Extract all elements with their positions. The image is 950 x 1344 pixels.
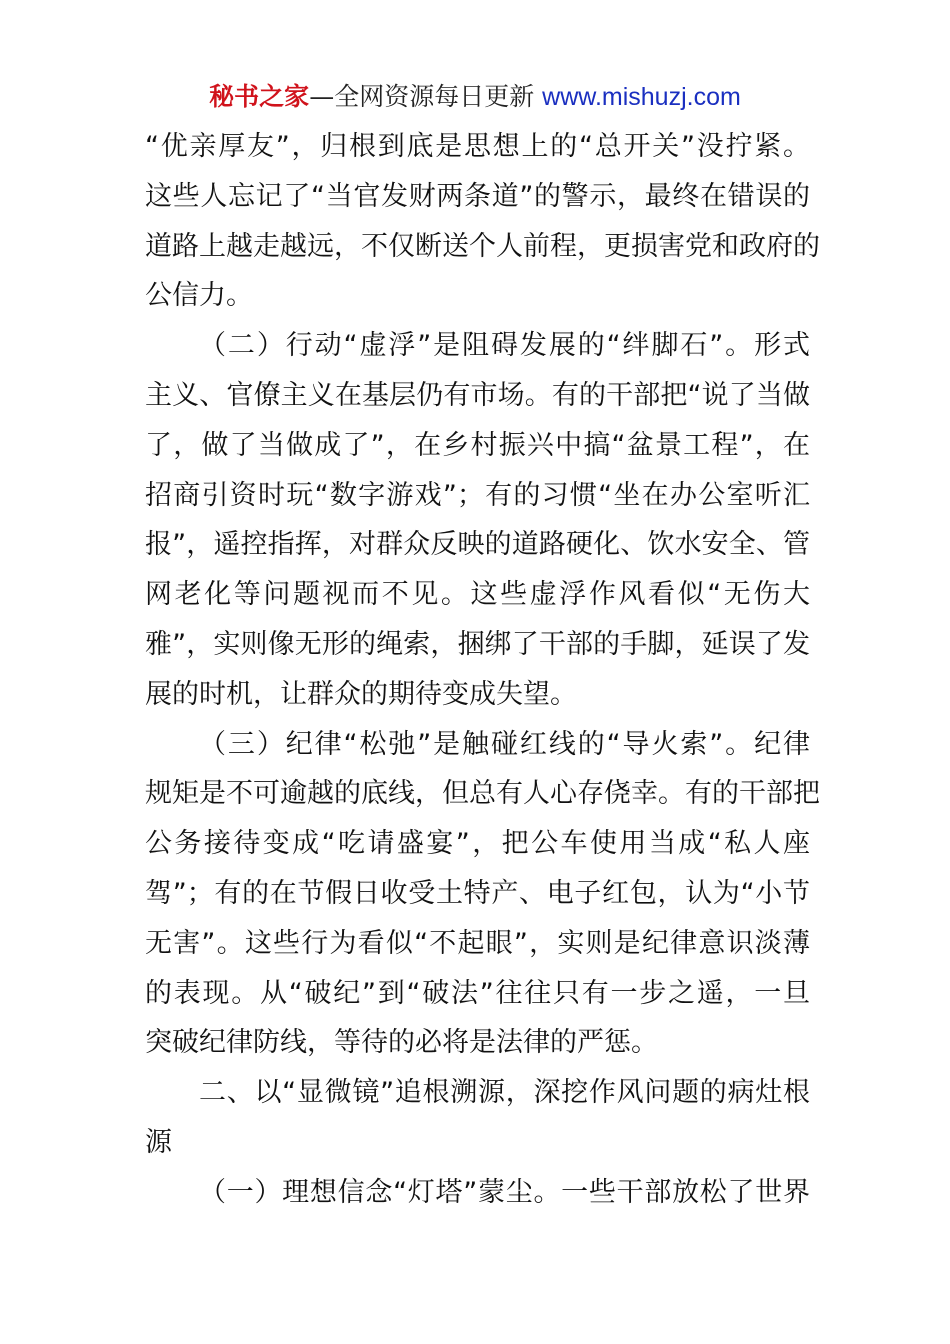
text-line: 无害”。这些行为看似“不起眼”，实则是纪律意识淡薄	[145, 927, 810, 959]
paragraph-start-line: （三）纪律“松弛”是触碰红线的“导火索”。纪律	[199, 728, 810, 760]
site-brand: 秘书之家	[209, 82, 310, 111]
text-line: 雅”，实则像无形的绳索，捆绑了干部的手脚，延误了发	[145, 628, 810, 660]
paragraph-start-line: （二）行动“虚浮”是阻碍发展的“绊脚石”。形式	[199, 330, 810, 362]
text-line: 驾”；有的在节假日收受土特产、电子红包，认为“小节	[145, 877, 810, 909]
text-line: 这些人忘记了“当官发财两条道”的警示，最终在错误的	[145, 180, 810, 212]
text-line: 道路上越走越远，不仅断送个人前程，更损害党和政府的	[145, 230, 820, 262]
document-body	[145, 122, 820, 1218]
text-line: 展的时机，让群众的期待变成失望。	[145, 678, 577, 710]
paragraph-start-line: （一）理想信念“灯塔”蒙尘。一些干部放松了世界	[199, 1176, 810, 1208]
section-heading-line: 源	[145, 1126, 172, 1158]
text-line: 了，做了当做成了”，在乡村振兴中搞“盆景工程”，在	[145, 429, 810, 461]
text-line: 公信力。	[145, 280, 253, 312]
site-header	[0, 80, 950, 114]
text-line: 招商引资时玩“数字游戏”；有的习惯“坐在办公室听汇	[145, 479, 810, 511]
site-url-link[interactable]: www.mishuzj.com	[542, 83, 741, 111]
site-tagline: —全网资源每日更新	[309, 82, 535, 111]
text-line: “优亲厚友”，归根到底是思想上的“总开关”没拧紧。	[145, 131, 810, 162]
text-line: 规矩是不可逾越的底线，但总有人心存侥幸。有的干部把	[145, 778, 820, 810]
text-line: 突破纪律防线，等待的必将是法律的严惩。	[145, 1027, 658, 1059]
section-heading-line: 二、以“显微镜”追根溯源，深挖作风问题的病灶根	[199, 1077, 810, 1109]
text-line: 报”，遥控指挥，对群众反映的道路硬化、饮水安全、管	[145, 529, 810, 561]
text-line: 主义、官僚主义在基层仍有市场。有的干部把“说了当做	[145, 379, 810, 411]
text-line: 的表现。从“破纪”到“破法”往往只有一步之遥，一旦	[145, 977, 810, 1009]
text-line: 网老化等问题视而不见。这些虚浮作风看似“无伤大	[145, 579, 810, 611]
text-line: 公务接待变成“吃请盛宴”，把公车使用当成“私人座	[145, 828, 810, 860]
